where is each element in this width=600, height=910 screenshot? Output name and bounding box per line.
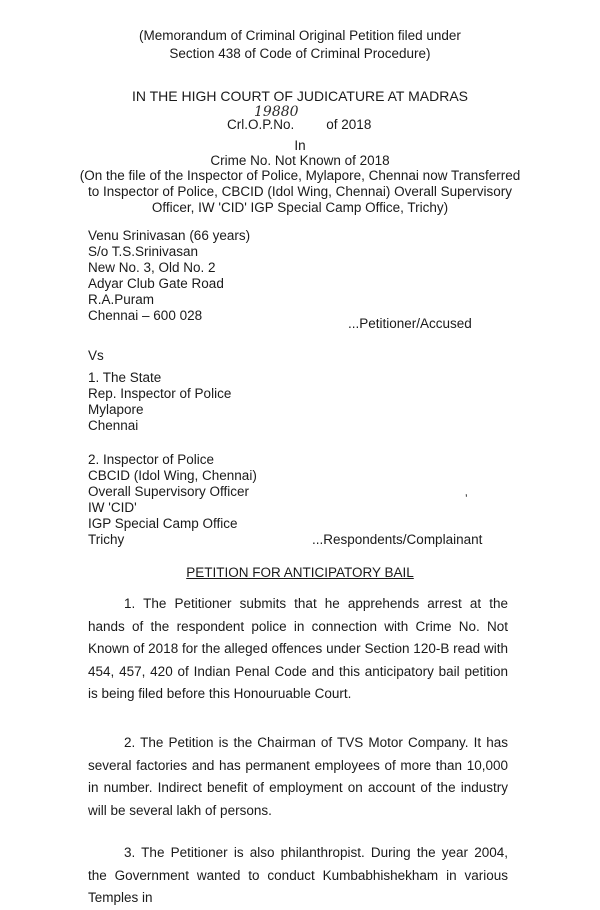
respondent-2 xyxy=(88,452,257,548)
crl-op-year: of 2018 xyxy=(326,117,372,132)
court-name: IN THE HIGH COURT OF JUDICATURE AT MADRAS xyxy=(131,88,469,104)
respondent-line: Overall Supervisory Officer xyxy=(88,484,250,499)
address-line: R.A.Puram xyxy=(88,292,155,307)
petitioner-role: ...Petitioner/Accused xyxy=(348,316,472,331)
address-line: Adyar Club Gate Road xyxy=(88,276,224,291)
file-note-line-1: (On the file of the Inspector of Police, Mylapore, Chennai now Transferred xyxy=(79,168,521,183)
paragraph-1: 1. The Petitioner submits that he apprehends arrest at the hands of the respondent police in connection with Crime No. Not Known of 2018 for the alleged offences under Section 120-B read with 454, 457, 420 of Indian Penal Code and this anticipatory bail petition is being filed before this Honouruable Court. xyxy=(88,596,508,701)
respondent-line: Mylapore xyxy=(88,402,144,417)
respondent-line: Trichy xyxy=(88,532,125,547)
versus-label: Vs xyxy=(88,348,104,363)
respondent-line: IGP Special Camp Office xyxy=(88,516,238,531)
crime-number: Crime No. Not Known of 2018 xyxy=(210,153,390,168)
file-note-line-2: to Inspector of Police, CBCID (Idol Wing, Chennai) Overall Supervisory xyxy=(88,184,512,199)
paragraph-3: 3. The Petitioner is also philanthropist. During the year 2004, the Government wanted to conduct Kumbabhishekham in various Temples in xyxy=(88,845,508,905)
respondent-1 xyxy=(88,370,231,434)
stray-mark: ʼ xyxy=(465,492,468,506)
respondent-line: CBCID (Idol Wing, Chennai) xyxy=(88,468,257,483)
respondent-line: 2. Inspector of Police xyxy=(88,452,215,467)
petitioner-address xyxy=(88,228,250,324)
memorandum-line-2: Section 438 of Code of Criminal Procedure) xyxy=(169,46,431,61)
respondent-role: ...Respondents/Complainant xyxy=(312,532,483,547)
file-note-line-3: Officer, IW 'CID' IGP Special Camp Office, Trichy) xyxy=(151,200,449,215)
address-line: S/o T.S.Srinivasan xyxy=(88,244,199,259)
crl-op-label: Crl.O.P.No. xyxy=(227,117,295,132)
address-line: New No. 3, Old No. 2 xyxy=(88,260,216,275)
handwritten-case-number: 19880 xyxy=(254,104,299,120)
memorandum-line-1: (Memorandum of Criminal Original Petition filed under xyxy=(139,28,461,43)
respondent-line: Chennai xyxy=(88,418,139,433)
respondent-line: Rep. Inspector of Police xyxy=(88,386,232,401)
paragraph-2: 2. The Petition is the Chairman of TVS Motor Company. It has several factories and has permanent employees of more than 10,000 in number. Indirect benefit of employment on account of the industry will be several lakh of persons. xyxy=(88,735,508,818)
respondent-line: 1. The State xyxy=(88,370,162,385)
petition-title xyxy=(0,565,600,580)
address-line: Venu Srinivasan (66 years) xyxy=(88,228,251,243)
address-line: Chennai – 600 028 xyxy=(88,308,203,323)
crl-op-line xyxy=(227,117,371,132)
in-label: In xyxy=(294,138,306,153)
petition-title-text: PETITION FOR ANTICIPATORY BAIL xyxy=(186,565,414,580)
respondent-line: IW 'CID' xyxy=(88,500,137,515)
